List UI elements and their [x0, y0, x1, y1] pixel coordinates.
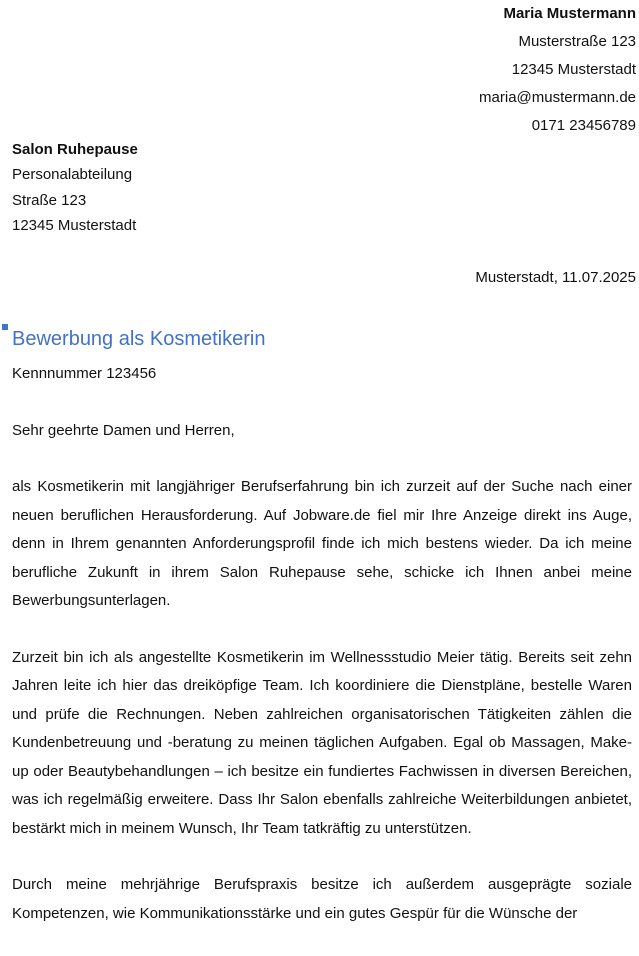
- sender-phone: 0171 23456789: [531, 117, 636, 134]
- letter-subject: Bewerbung als Kosmetikerin: [12, 328, 266, 350]
- letter-body: [12, 473, 632, 956]
- sender-email: maria@mustermann.de: [479, 89, 636, 106]
- body-paragraph: Durch meine mehrjährige Berufspraxis besitze ich außerdem ausgeprägte soziale Kompetenzen, wie Kommunikationsstärke und ein gutes Gespür für die Wünsche der: [12, 876, 632, 922]
- recipient-street: Straße 123: [12, 191, 87, 209]
- body-paragraph: als Kosmetikerin mit langjähriger Berufserfahrung bin ich zurzeit auf der Suche nach einer neuen beruflichen Herausforderung. Auf Jobware.de fiel mir Ihre Anzeige direkt ins Auge, denn in Ihrem genannten Anforderungsprofil finde ich mich bestens wieder. Da ich meine berufliche Zukunft in ihrem Salon Ruhepause sehe, schicke ich Ihnen anbei meine Bewerbungsunterlagen.: [12, 478, 632, 609]
- letter-date: Musterstadt, 11.07.2025: [475, 269, 636, 286]
- heading-marker-icon: [2, 324, 8, 330]
- recipient-city: 12345 Musterstadt: [12, 216, 137, 234]
- recipient-company: Salon Ruhepause: [12, 141, 138, 158]
- sender-name: Maria Mustermann: [503, 5, 636, 22]
- reference-number: Kennnummer 123456: [12, 365, 157, 382]
- sender-street: Musterstraße 123: [518, 33, 636, 50]
- salutation: Sehr geehrte Damen und Herren,: [12, 422, 235, 439]
- sender-address-block: [479, 0, 636, 140]
- sender-city: 12345 Musterstadt: [511, 61, 636, 78]
- body-paragraph: Zurzeit bin ich als angestellte Kosmetikerin im Wellnessstudio Meier tätig. Bereits seit zehn Jahren leite ich hier das dreiköpfige Team. Ich koordiniere die Dienstpläne, bestelle Waren und prüfe die Rechnungen. Neben zahlreichen organisatorischen Tätigkeiten zählen die Kundenbetreuung und -beratung zu meinen täglichen Aufgaben. Egal ob Massagen, Make-up oder Beautybehandlungen – ich besitze ein fundiertes Fachwissen in diversen Bereichen, was ich regelmäßig erweitere. Dass Ihr Salon ebenfalls zahlreiche Weiterbildungen anbietet, bestärkt mich in meinem Wunsch, Ihr Team tatkräftig zu unterstützen.: [12, 648, 632, 837]
- recipient-department: Personalabteilung: [12, 166, 133, 184]
- recipient-address-block: [12, 137, 138, 238]
